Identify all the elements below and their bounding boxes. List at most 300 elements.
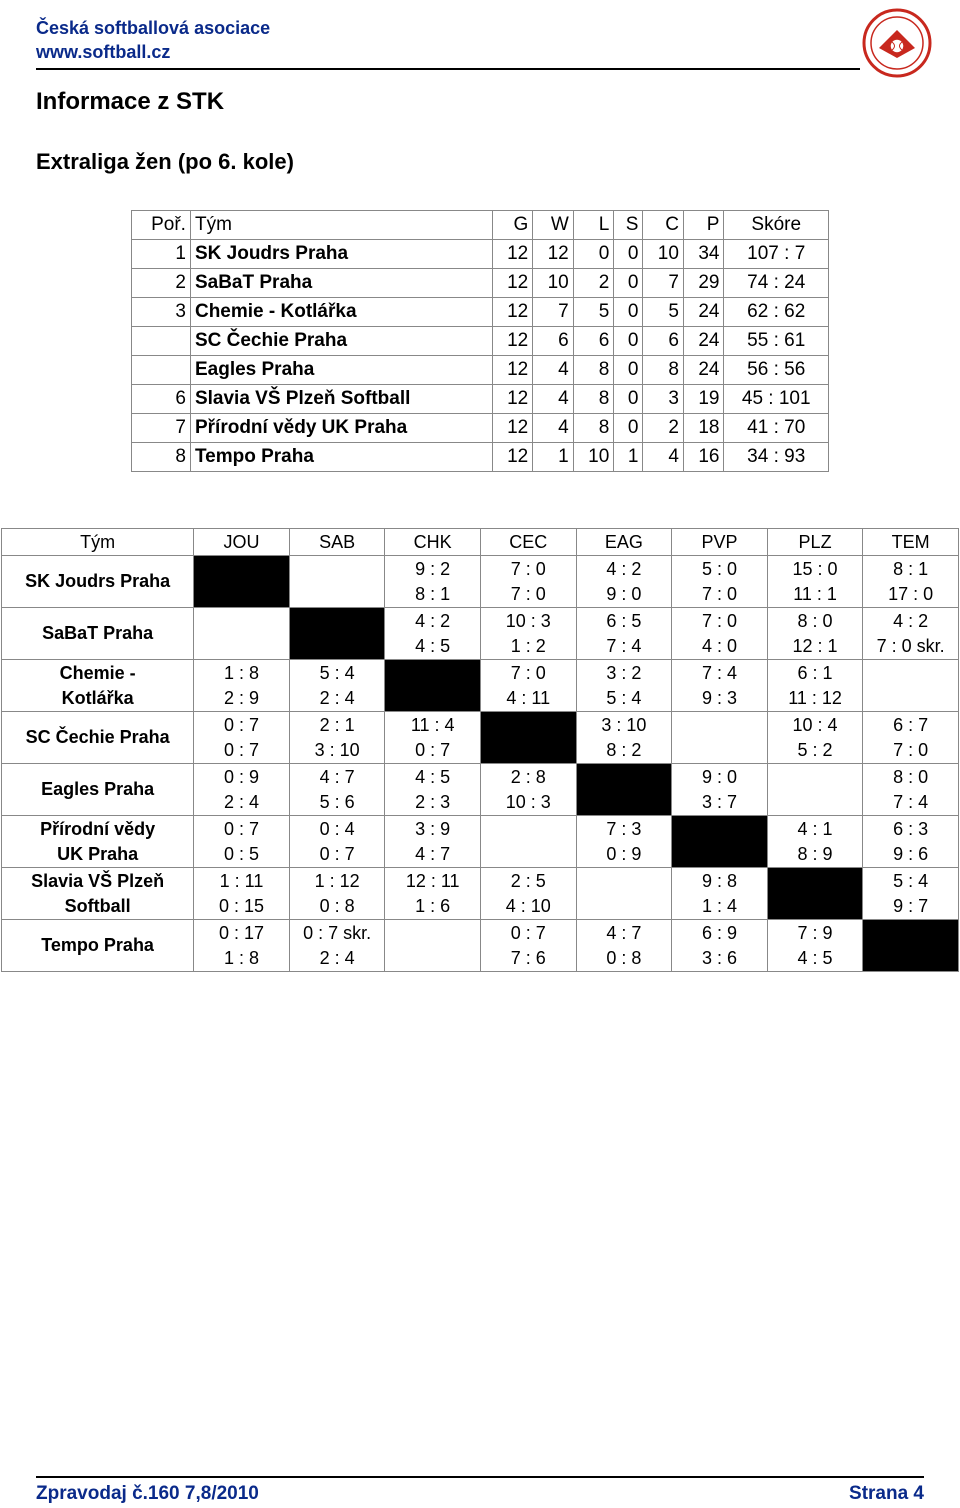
matrix-self-cell: [767, 868, 863, 920]
table-row: [2, 764, 959, 816]
standings-cell-s: 0: [614, 298, 643, 327]
table-row: [132, 327, 829, 356]
game-result: 3 : 9: [415, 818, 451, 839]
col-header-games: G: [492, 211, 533, 240]
standings-cell-losses: 10: [573, 443, 614, 472]
game-result: 3 : 10: [601, 714, 647, 735]
matrix-result-cell: [672, 764, 768, 816]
game-result: 1 : 4: [701, 895, 737, 916]
game-result: 1 : 8: [223, 947, 260, 968]
table-row: [132, 240, 829, 269]
game-result: 2 : 4: [319, 947, 355, 968]
standings-cell-team-name: Přírodní vědy UK Praha: [190, 414, 492, 443]
matrix-result-cell: [863, 556, 959, 608]
table-row: [2, 712, 959, 764]
standings-cell-rank: [132, 327, 191, 356]
standings-cell-rank: 8: [132, 443, 191, 472]
game-result: 4 : 7: [606, 922, 642, 943]
team-name-line: UK Praha: [57, 843, 139, 864]
game-result: 2 : 1: [319, 714, 355, 735]
game-result: 8 : 2: [606, 739, 642, 760]
game-result: 9 : 2: [415, 558, 451, 579]
game-result: 11 : 12: [788, 687, 842, 708]
game-result: 8 : 1: [415, 583, 451, 604]
matrix-result-cell: [289, 868, 385, 920]
game-result: 0 : 8: [319, 895, 355, 916]
game-result: 0 : 7: [223, 739, 260, 760]
game-result: 4 : 2: [893, 610, 929, 631]
standings-cell-rank: 7: [132, 414, 191, 443]
matrix-result-cell: [672, 712, 768, 764]
game-result: 9 : 0: [606, 583, 642, 604]
standings-cell-losses: 6: [573, 327, 614, 356]
matrix-result-cell: [863, 608, 959, 660]
game-result: 5 : 2: [797, 739, 833, 760]
standings-cell-games: 12: [492, 414, 533, 443]
game-result: 3 : 7: [701, 791, 737, 812]
table-row: [132, 298, 829, 327]
matrix-result-cell: [194, 816, 290, 868]
col-header-s: S: [614, 211, 643, 240]
table-row: [2, 868, 959, 920]
game-result: 15 : 0: [792, 558, 838, 579]
standings-cell-score: 74 : 24: [724, 269, 829, 298]
game-result: 3 : 10: [314, 739, 360, 760]
matrix-row-team: [2, 556, 194, 608]
game-result: 4 : 7: [415, 843, 451, 864]
matrix-result-cell: [576, 868, 672, 920]
standings-cell-games: 12: [492, 298, 533, 327]
matrix-result-cell: [576, 920, 672, 972]
matrix-result-cell: [194, 764, 290, 816]
game-result: 9 : 7: [893, 895, 929, 916]
matrix-result-cell: [289, 920, 385, 972]
game-result: 2 : 3: [415, 791, 451, 812]
table-row: [132, 356, 829, 385]
matrix-result-cell: [480, 764, 576, 816]
matrix-result-cell: [576, 712, 672, 764]
game-result: 1 : 12: [314, 870, 360, 891]
game-result: 7 : 3: [606, 818, 642, 839]
team-name-line: Tempo Praha: [41, 935, 154, 955]
matrix-result-cell: [767, 608, 863, 660]
standings-cell-s: 0: [614, 327, 643, 356]
standings-cell-games: 12: [492, 240, 533, 269]
association-logo-icon: [862, 8, 932, 78]
matrix-result-cell: [863, 712, 959, 764]
matrix-self-cell: [576, 764, 672, 816]
game-result: 4 : 7: [319, 766, 355, 787]
matrix-result-cell: [672, 868, 768, 920]
standings-cell-rank: 2: [132, 269, 191, 298]
table-row: [2, 816, 959, 868]
game-result: 3 : 6: [701, 947, 737, 968]
game-result: 12 : 11: [405, 870, 460, 891]
col-header-wins: W: [533, 211, 574, 240]
matrix-result-cell: [576, 608, 672, 660]
standings-cell-rank: 1: [132, 240, 191, 269]
col-header-losses: L: [573, 211, 614, 240]
standings-cell-score: 55 : 61: [724, 327, 829, 356]
standings-cell-wins: 7: [533, 298, 574, 327]
matrix-result-cell: [480, 556, 576, 608]
standings-cell-s: 0: [614, 269, 643, 298]
col-header-rank: Poř.: [132, 211, 191, 240]
game-result: 2 : 9: [223, 687, 260, 708]
team-name-line: Eagles Praha: [41, 779, 155, 799]
game-result: 7 : 0 skr.: [876, 635, 945, 656]
team-name-line: Přírodní vědy: [40, 818, 156, 839]
game-result: 6 : 9: [701, 922, 737, 943]
game-result: 9 : 3: [701, 687, 737, 708]
page-footer: [36, 1476, 924, 1508]
game-result: 4 : 11: [506, 687, 551, 708]
standings-cell-points: 29: [683, 269, 724, 298]
game-result: 0 : 4: [319, 818, 355, 839]
table-row: [132, 443, 829, 472]
standings-cell-c: 2: [643, 414, 684, 443]
matrix-row-team: [2, 660, 194, 712]
game-result: 7 : 6: [510, 947, 546, 968]
matrix-result-cell: [194, 868, 290, 920]
standings-cell-s: 0: [614, 240, 643, 269]
game-result: 0 : 7: [415, 739, 451, 760]
matrix-result-cell: [863, 764, 959, 816]
game-result: 9 : 8: [701, 870, 737, 891]
standings-cell-wins: 4: [533, 385, 574, 414]
standings-cell-rank: 6: [132, 385, 191, 414]
table-row: [2, 556, 959, 608]
matrix-result-cell: [576, 660, 672, 712]
standings-cell-points: 24: [683, 327, 724, 356]
standings-cell-team-name: SK Joudrs Praha: [190, 240, 492, 269]
matrix-result-cell: [194, 608, 290, 660]
game-result: 6 : 7: [893, 714, 929, 735]
matrix-result-cell: [767, 816, 863, 868]
col-header-score: Skóre: [724, 211, 829, 240]
standings-cell-s: 0: [614, 414, 643, 443]
matrix-result-cell: [863, 816, 959, 868]
matrix-result-cell: [480, 868, 576, 920]
standings-cell-losses: 8: [573, 356, 614, 385]
table-row: [132, 385, 829, 414]
standings-cell-c: 6: [643, 327, 684, 356]
matrix-result-cell: [385, 608, 481, 660]
standings-cell-rank: [132, 356, 191, 385]
game-result: 4 : 1: [797, 818, 833, 839]
game-result: 7 : 0: [701, 583, 737, 604]
matrix-header-cec: CEC: [480, 529, 576, 556]
standings-cell-s: 0: [614, 385, 643, 414]
game-result: 4 : 5: [797, 947, 833, 968]
matrix-header-chk: CHK: [385, 529, 481, 556]
matrix-result-cell: [767, 556, 863, 608]
game-result: 0 : 17: [218, 922, 265, 943]
game-result: 7 : 4: [893, 791, 929, 812]
game-result: 0 : 7: [223, 818, 260, 839]
game-result: 1 : 8: [223, 662, 260, 683]
game-result: 7 : 0: [510, 583, 546, 604]
matrix-result-cell: [480, 608, 576, 660]
matrix-self-cell: [480, 712, 576, 764]
matrix-result-cell: [576, 556, 672, 608]
standings-cell-s: 1: [614, 443, 643, 472]
matrix-header-sab: SAB: [289, 529, 385, 556]
table-row: [2, 920, 959, 972]
matrix-body: [2, 556, 959, 972]
footer-page-number: Strana 4: [849, 1483, 924, 1504]
matrix-row-team: [2, 920, 194, 972]
team-name-line: Slavia VŠ Plzeň: [31, 870, 165, 891]
game-result: 0 : 5: [223, 843, 260, 864]
standings-cell-score: 62 : 62: [724, 298, 829, 327]
matrix-result-cell: [385, 764, 481, 816]
game-result: 5 : 4: [606, 687, 642, 708]
matrix-result-cell: [194, 712, 290, 764]
game-result: 4 : 5: [415, 635, 451, 656]
matrix-result-cell: [289, 660, 385, 712]
game-result: 5 : 4: [319, 662, 355, 683]
page-header: [36, 16, 860, 70]
standings-cell-losses: 8: [573, 414, 614, 443]
game-result: 0 : 7: [319, 843, 355, 864]
matrix-header-plz: PLZ: [767, 529, 863, 556]
game-result: 0 : 9: [223, 766, 260, 787]
standings-cell-points: 19: [683, 385, 724, 414]
standings-cell-points: 24: [683, 298, 724, 327]
matrix-result-cell: [289, 556, 385, 608]
standings-cell-games: 12: [492, 443, 533, 472]
game-result: 9 : 6: [893, 843, 929, 864]
matrix-result-cell: [385, 816, 481, 868]
footer-issue: Zpravodaj č.160 7,8/2010: [36, 1483, 259, 1504]
matrix-result-cell: [385, 712, 481, 764]
matrix-result-cell: [385, 556, 481, 608]
matrix-header-eag: EAG: [576, 529, 672, 556]
standings-cell-score: 107 : 7: [724, 240, 829, 269]
game-result: 0 : 9: [606, 843, 642, 864]
standings-cell-rank: 3: [132, 298, 191, 327]
matrix-result-cell: [767, 920, 863, 972]
standings-cell-points: 16: [683, 443, 724, 472]
organization-url[interactable]: www.softball.cz: [36, 42, 171, 62]
col-header-points: P: [683, 211, 724, 240]
standings-cell-score: 45 : 101: [724, 385, 829, 414]
matrix-self-cell: [194, 556, 290, 608]
game-result: 11 : 1: [793, 583, 837, 604]
game-result: 2 : 4: [223, 791, 260, 812]
game-result: 9 : 0: [701, 766, 737, 787]
game-result: 1 : 11: [219, 870, 264, 891]
standings-cell-losses: 5: [573, 298, 614, 327]
game-result: 1 : 2: [510, 635, 546, 656]
matrix-header-tem: TEM: [863, 529, 959, 556]
game-result: 7 : 9: [797, 922, 833, 943]
game-result: 7 : 0: [893, 739, 929, 760]
game-result: 6 : 3: [893, 818, 929, 839]
col-header-c: C: [643, 211, 684, 240]
game-result: 8 : 0: [797, 610, 833, 631]
matrix-result-cell: [863, 868, 959, 920]
col-header-team: Tým: [190, 211, 492, 240]
matrix-header-row: [2, 529, 959, 556]
team-name-line: Softball: [64, 895, 131, 916]
standings-cell-team-name: Tempo Praha: [190, 443, 492, 472]
standings-cell-wins: 1: [533, 443, 574, 472]
standings-cell-team-name: Chemie - Kotlářka: [190, 298, 492, 327]
matrix-result-cell: [480, 816, 576, 868]
game-result: 12 : 1: [792, 635, 838, 656]
game-result: 6 : 1: [797, 662, 833, 683]
standings-cell-wins: 4: [533, 414, 574, 443]
game-result: 7 : 0: [510, 558, 546, 579]
matrix-self-cell: [672, 816, 768, 868]
game-result: 2 : 4: [319, 687, 355, 708]
game-result: 4 : 2: [415, 610, 451, 631]
game-result: 4 : 10: [505, 895, 551, 916]
matrix-result-cell: [289, 712, 385, 764]
matrix-row-team: [2, 816, 194, 868]
game-result: 2 : 8: [510, 766, 546, 787]
table-row: [2, 608, 959, 660]
matrix-result-cell: [863, 660, 959, 712]
matrix-result-cell: [385, 920, 481, 972]
game-result: 10 : 4: [792, 714, 838, 735]
standings-cell-games: 12: [492, 327, 533, 356]
section-title: Informace z STK: [36, 88, 225, 115]
matrix-result-cell: [767, 764, 863, 816]
standings-cell-losses: 2: [573, 269, 614, 298]
standings-cell-team-name: SC Čechie Praha: [190, 327, 492, 356]
game-result: 5 : 6: [319, 791, 355, 812]
game-result: 0 : 8: [606, 947, 642, 968]
matrix-header-jou: JOU: [194, 529, 290, 556]
standings-cell-team-name: SaBaT Praha: [190, 269, 492, 298]
table-row: [132, 414, 829, 443]
standings-cell-c: 7: [643, 269, 684, 298]
standings-body: [132, 240, 829, 472]
game-result: 3 : 2: [606, 662, 642, 683]
standings-cell-games: 12: [492, 356, 533, 385]
matrix-result-cell: [480, 920, 576, 972]
game-result: 2 : 5: [510, 870, 546, 891]
team-name-line: SC Čechie Praha: [25, 727, 170, 747]
matrix-result-cell: [672, 920, 768, 972]
game-result: 0 : 7: [510, 922, 546, 943]
matrix-result-cell: [289, 764, 385, 816]
matrix-row-team: [2, 608, 194, 660]
game-result: 10 : 3: [505, 791, 551, 812]
standings-cell-points: 24: [683, 356, 724, 385]
game-result: 17 : 0: [888, 583, 934, 604]
standings-header-row: [132, 211, 829, 240]
matrix-row-team: [2, 764, 194, 816]
game-result: 6 : 5: [606, 610, 642, 631]
game-result: 0 : 15: [218, 895, 265, 916]
matrix-result-cell: [289, 816, 385, 868]
matrix-self-cell: [289, 608, 385, 660]
game-result: 8 : 0: [893, 766, 929, 787]
standings-cell-score: 56 : 56: [724, 356, 829, 385]
standings-cell-wins: 6: [533, 327, 574, 356]
matrix-result-cell: [385, 868, 481, 920]
standings-cell-points: 34: [683, 240, 724, 269]
standings-cell-score: 34 : 93: [724, 443, 829, 472]
matrix-result-cell: [767, 660, 863, 712]
standings-cell-score: 41 : 70: [724, 414, 829, 443]
standings-cell-wins: 10: [533, 269, 574, 298]
standings-cell-team-name: Slavia VŠ Plzeň Softball: [190, 385, 492, 414]
matrix-self-cell: [385, 660, 481, 712]
game-result: 8 : 1: [893, 558, 929, 579]
standings-cell-c: 10: [643, 240, 684, 269]
standings-table: [131, 210, 829, 472]
game-result: 11 : 4: [410, 714, 455, 735]
matrix-self-cell: [863, 920, 959, 972]
team-name-line: Chemie -: [59, 662, 136, 683]
standings-cell-wins: 4: [533, 356, 574, 385]
team-name-line: SK Joudrs Praha: [25, 571, 171, 591]
league-subtitle: Extraliga žen (po 6. kole): [36, 149, 294, 174]
game-result: 0 : 7 skr.: [303, 922, 372, 943]
matrix-result-cell: [576, 816, 672, 868]
game-result: 10 : 3: [505, 610, 551, 631]
game-result: 7 : 4: [701, 662, 737, 683]
table-row: [132, 269, 829, 298]
standings-cell-c: 4: [643, 443, 684, 472]
standings-cell-s: 0: [614, 356, 643, 385]
standings-cell-team-name: Eagles Praha: [190, 356, 492, 385]
matrix-result-cell: [672, 608, 768, 660]
standings-cell-c: 3: [643, 385, 684, 414]
matrix-result-cell: [194, 920, 290, 972]
standings-cell-losses: 0: [573, 240, 614, 269]
results-matrix: [1, 528, 959, 972]
matrix-result-cell: [480, 660, 576, 712]
matrix-result-cell: [672, 660, 768, 712]
standings-cell-games: 12: [492, 269, 533, 298]
standings-cell-wins: 12: [533, 240, 574, 269]
organization-name: Česká softballová asociace: [36, 18, 271, 38]
game-result: 4 : 2: [606, 558, 642, 579]
game-result: 7 : 0: [701, 610, 737, 631]
game-result: 7 : 4: [606, 635, 642, 656]
game-result: 4 : 5: [415, 766, 451, 787]
matrix-result-cell: [194, 660, 290, 712]
matrix-header-pvp: PVP: [672, 529, 768, 556]
standings-cell-losses: 8: [573, 385, 614, 414]
matrix-header-team: Tým: [2, 529, 194, 556]
game-result: 0 : 7: [223, 714, 260, 735]
game-result: 8 : 9: [797, 843, 833, 864]
team-name-line: Kotlářka: [61, 687, 134, 708]
standings-cell-games: 12: [492, 385, 533, 414]
game-result: 5 : 0: [701, 558, 737, 579]
standings-cell-points: 18: [683, 414, 724, 443]
matrix-result-cell: [672, 556, 768, 608]
standings-cell-c: 5: [643, 298, 684, 327]
game-result: 4 : 0: [701, 635, 737, 656]
matrix-result-cell: [767, 712, 863, 764]
table-row: [2, 660, 959, 712]
standings-cell-c: 8: [643, 356, 684, 385]
game-result: 5 : 4: [893, 870, 929, 891]
game-result: 1 : 6: [415, 895, 451, 916]
matrix-row-team: [2, 868, 194, 920]
team-name-line: SaBaT Praha: [42, 623, 154, 643]
matrix-row-team: [2, 712, 194, 764]
game-result: 7 : 0: [510, 662, 546, 683]
